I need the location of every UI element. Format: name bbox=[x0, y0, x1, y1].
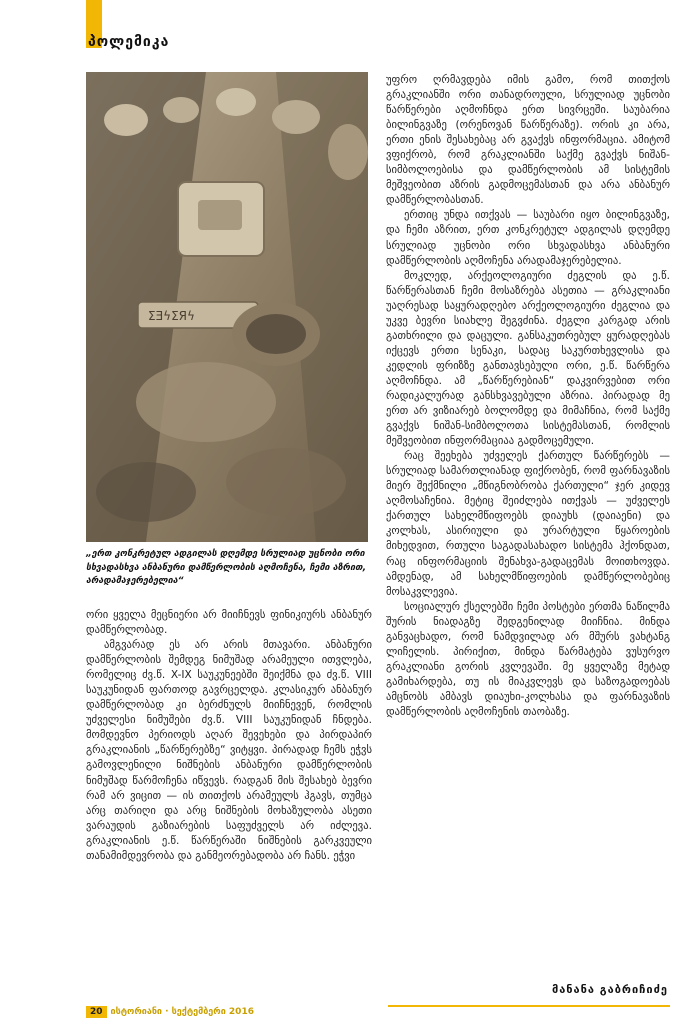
photo-caption: „ერთ კონკრეტულ ადგილას დღემდე სრულიად უცნობი ორი სხვადასხვა ანბანური დამწერლობის აღმოჩენა, ჩემი აზრით, არადამაჯერებელია“ bbox=[86, 549, 367, 586]
article-paragraph: ამგვარად ეს არ არის მთავარი. ანბანური დამწერლობის შემდეგ ნიმუშად არამეული ითვლება, რომელიც ძვ.წ. X-IX საუკუნეებში შეიქმნა და ძვ.წ. VIII საუკუნიდან ფართოდ გავრცელდა. კლასიკურ ანბანურ დამწერლობად კი ბერძნულს მიიჩნევენ, რომლის უძველესი ნიმუშები ძვ.წ. VIII საუკუნიდან ჩნდება. მომდევნო პერიოდს აღარ შევეხები და პირდაპირ გრაკლიანის „წარწერებზე“ ვიტყვი. პირადად ჩემს ეჭვს გამოვლენილი ნიშნების ანბანური დამწერლობის ნიმუშად წარმოჩენა იწვევს. რადგან მის შესახებ ბევრი რამ არ ვიცით — ის თითქოს არამეულს ჰგავს, თუმცა არც თარიღი და არც ნიშნების მოხაზულობა ასეთი ვარაუდის გაზიარების საფუძველს არ იძლევა. გრაკლიანის ე.წ. წარწერაში ნიშნების გარკვეული თანამიმდევრობა და განმეორებადობა არ ჩანს. ეჭვი bbox=[86, 639, 372, 862]
article-paragraph: ორი ყველა მეცნიერი არ მიიჩნევს ფინიკიურს ანბანურ დამწერლობად. bbox=[86, 609, 372, 637]
article-paragraph: ერთიც უნდა ითქვას — საუბარი იყო ბილინგვაზე, და ჩემი აზრით, ერთ კონკრეტულ ადგილას დღემდე სრულიად უცნობი ორი სხვადასხვა ანბანური დამწერლობის აღმოჩენა არადამაჯერებელია. bbox=[386, 209, 670, 267]
page-number: 20 bbox=[86, 1006, 107, 1018]
signature-underline bbox=[388, 1005, 670, 1007]
svg-text:ΣƎϟΣЯϟ: ΣƎϟΣЯϟ bbox=[148, 309, 195, 323]
excavation-photo bbox=[86, 72, 368, 542]
article-left-column bbox=[86, 608, 372, 864]
article-paragraph: უფრო ღრმავდება იმის გამო, რომ თითქოს გრაკლიანში ორი თანადროული, სრულიად უცნობი წარწერები აღმოჩნდა ერთ სივრცეში. საუბარია ბილინგვაზე (ორენოვან წარწერაზე). ორის კი არა, ერთი ენის შესახებაც არ გვაქვს ინფორმაცია. ამიტომ ვფიქრობ, რომ გრაკლიანში საქმე გვაქვს ნიშან-სიმბოლოებისა და დამწერლობის ამ სისტემის მეშვეობით აზრის გადმოცემასთან და არა ანბანურ დამწერლობასთან. bbox=[386, 74, 670, 207]
page-footer bbox=[86, 1006, 254, 1018]
section-label: პოლემიკა bbox=[88, 34, 170, 50]
article-paragraph: სოციალურ ქსელებში ჩემი პოსტები ერთმა ნაწილმა შურის ნიადაგზე შედგენილად მიიჩნია. მინდა განვაცხადო, რომ ნამდვილად არ მშურს ვახტანგ ლიჩელის. პირიქით, მინდა წარმატება ვუსურვო გრაკლიანი გორის კვლევაში. მე ყველაზე მეტად გამიხარდება, თუ ის მიაკვლევს და საზოგადოებას ამცნობს ამბავს დიაუხი-კოლხასა და ფარნავაზის დამწერლობის აღმოჩენის თაობაზე. bbox=[386, 600, 670, 718]
article-paragraph: მოკლედ, არქეოლოგიური ძეგლის და ე.წ. წარწერასთან ჩემი მოსაზრება ასეთია — გრაკლიანი უაღრესად საყურადღებო არქეოლოგიური ძეგლია და უკვე ბევრი სიახლე შეგვძინა. ძეგლი კარგად არის გათხრილი და დაცული. განსაკუთრებულ ყურადღებას იქცევს ერთი სენაკი, სადაც საკურთხევლისა და კედლის ფრიზზე განთავსებული ორი, ე.წ. წარწერა აღმოჩნდა. ამ „წარწერებიან“ დაკვირვებით ორი რადიკალურად განსხვავებული აზრია. პირადად მე ერთ არ ვიზიარებ ბოლომდე და მიმაჩნია, რომ საქმე გვაქვს ნიშან-სიმბოლოთა სისტემასთან, რომლის მეშვეობით ინფორმაციაა გადმოცემული. bbox=[386, 269, 670, 448]
article-right-column bbox=[386, 73, 670, 720]
article-photo bbox=[86, 72, 368, 542]
magazine-issue: ისტორიანი · სექტემბერი 2016 bbox=[110, 1007, 254, 1017]
article-paragraph: რაც შეეხება უძველეს ქართულ წარწერებს — სრულიად სამართლიანად ფიქრობენ, რომ ფარნავაზის მიერ შექმნილი „მწიგნობრობა ქართული“ ჯერ კიდევ აღმოსაჩენია. მეტიც შეიძლება ითქვას — უძველეს ქართულ სახელმწიფოებს დიაუხს (დაიაენი) და კოლხას, ასირიული და ურარტული წყაროების მიხედვით, რთული საგადასახადო სისტემა ჰქონდათ, რაც ინფორმაციის შენახვა-გადაცემას მოითხოვდა. ამდენად, ამ სახელმწიფოების დამწერლობებიც მოსაკვლევია. bbox=[386, 450, 670, 598]
author-signature: მანანა გაბრიჩიძე bbox=[551, 983, 668, 996]
